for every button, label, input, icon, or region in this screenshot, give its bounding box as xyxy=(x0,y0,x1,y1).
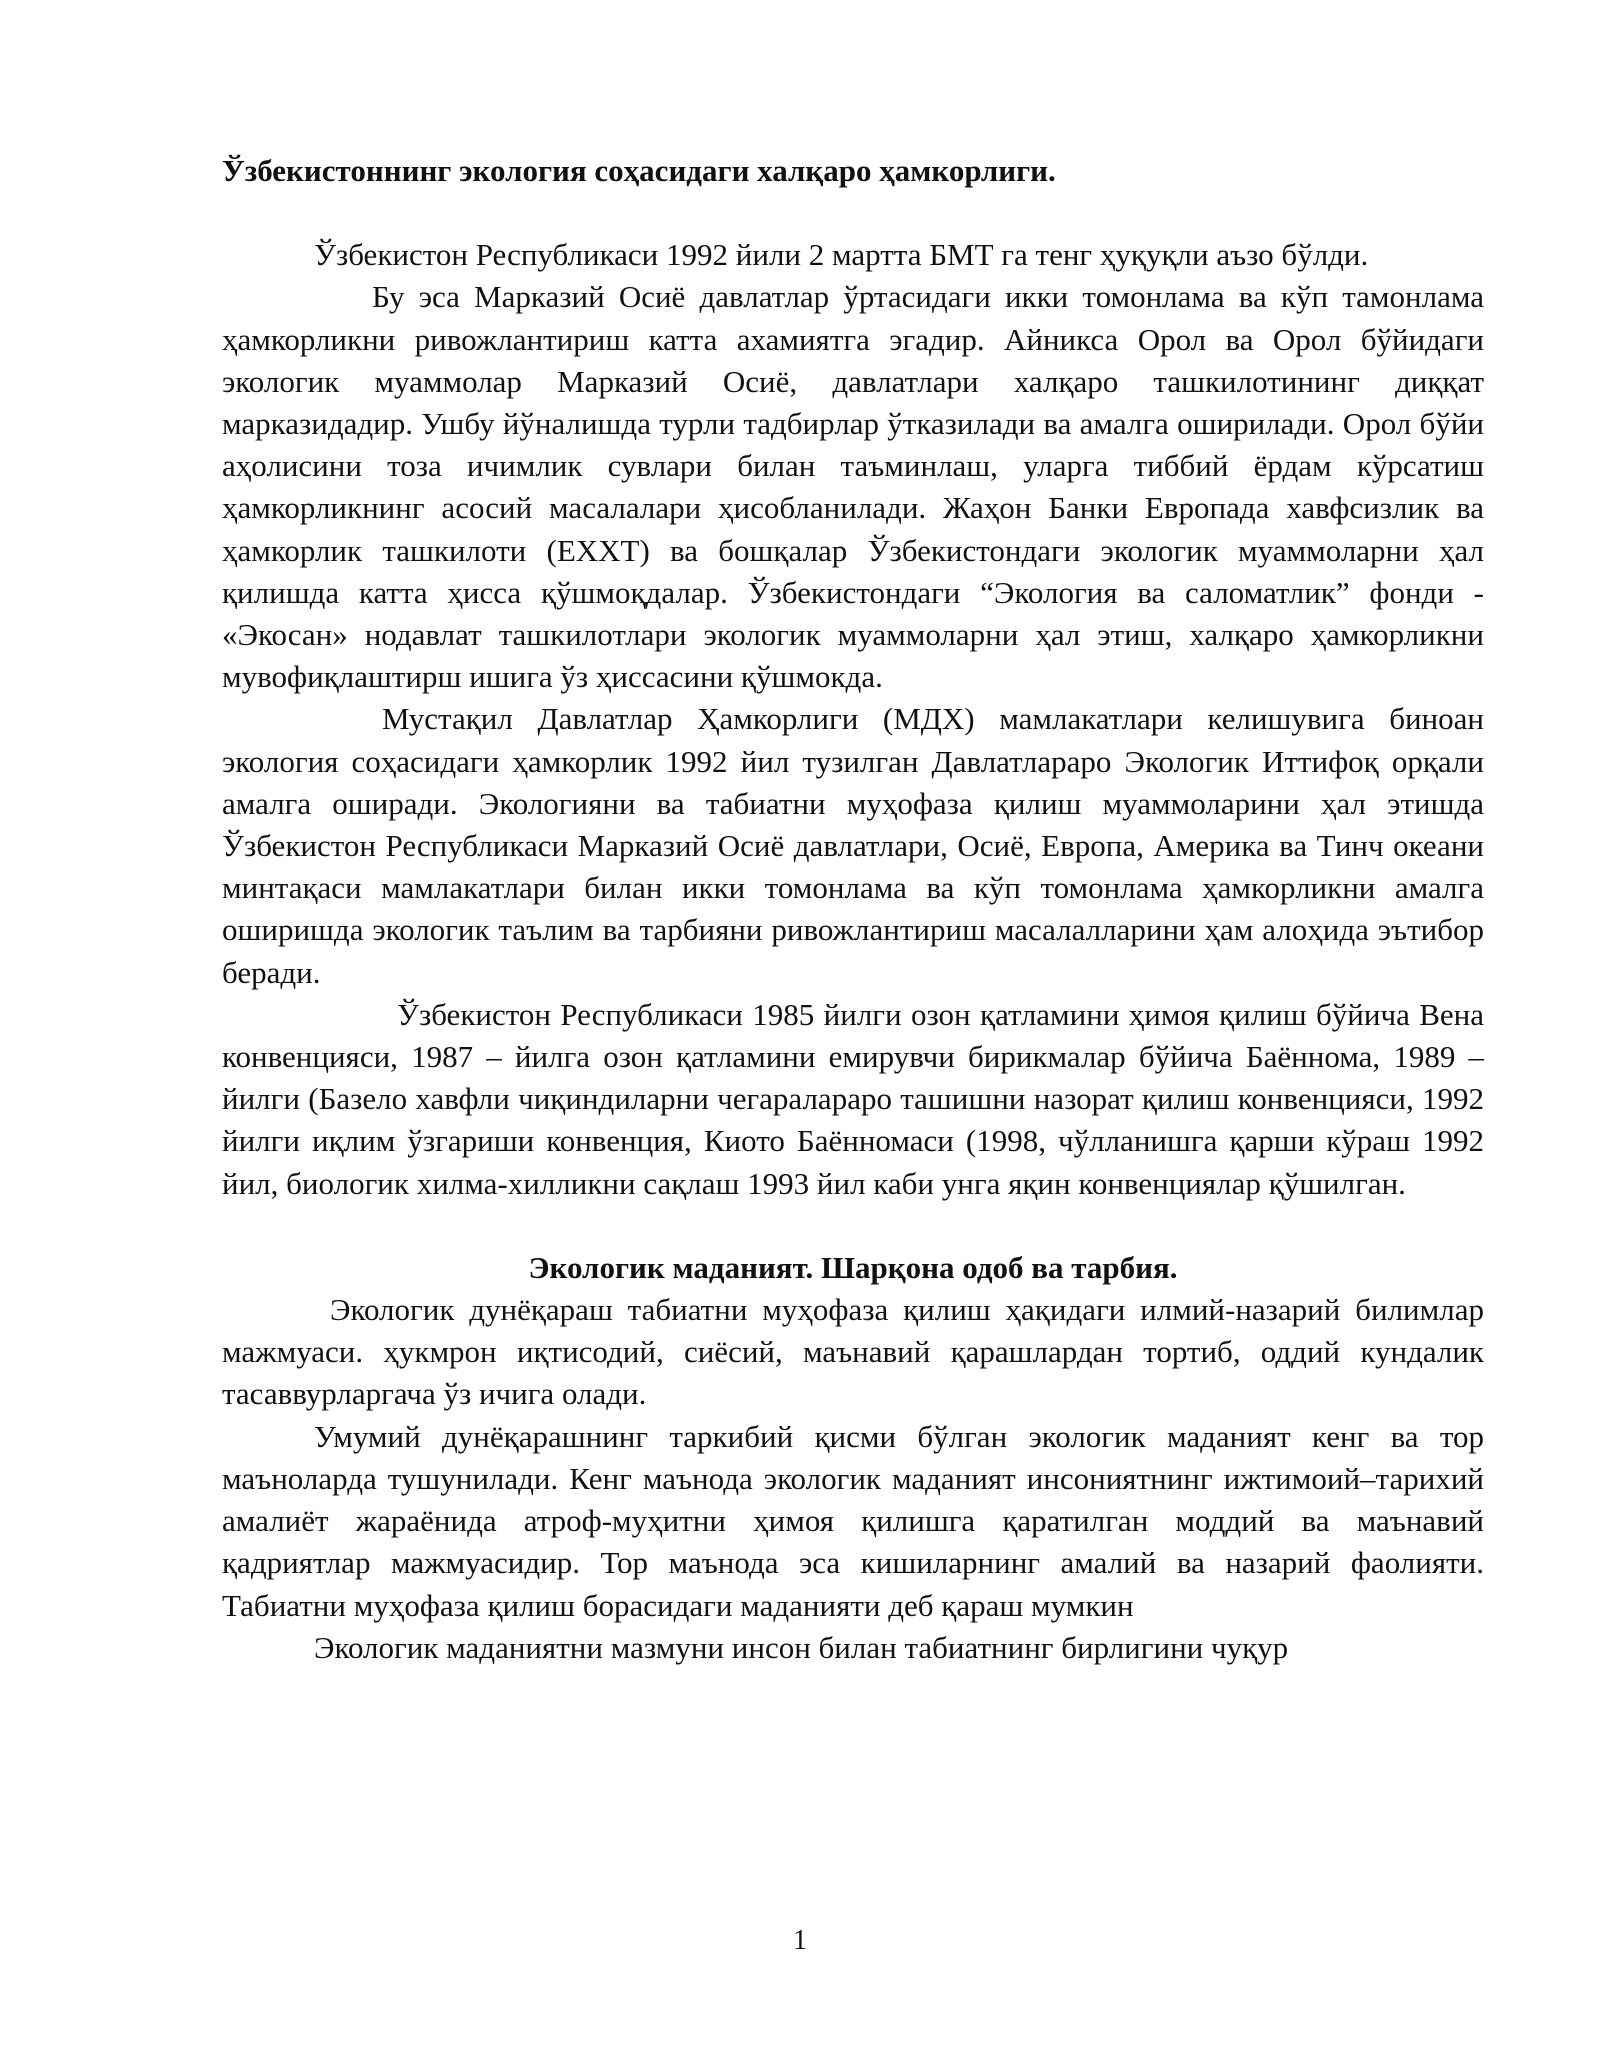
paragraph-central-asia-cooperation: Бу эса Марказий Осиё давлатлар ўртасидаги икки томонлама ва кўп тамонлама ҳамкорликни ривожлантириш катта ахамиятга эгадир. Айникса Орол ва Орол бўйидаги экологик муаммолар Марказий Осиё, давлатлари халқаро ташкилотининг диққат марказидадир. Ушбу йўналишда турли тадбирлар ўтказилади ва амалга оширилади. Орол бўйи аҳолисини тоза ичимлик сувлари билан таъминлаш, уларга тиббий ёрдам кўрсатиш ҳамкорликнинг асосий масалалари ҳисобланилади. Жаҳон Банки Европада хавфсизлик ва ҳамкорлик ташкилоти (ЕХХТ) ва бошқалар Ўзбекистондаги экологик муаммоларни ҳал қилишда катта ҳисса қўшмоқдалар. Ўзбекистондаги “Экология ва саломатлик” фонди - «Экосан» нодавлат ташкилотлари экологик муаммоларни ҳал этиш, халқаро ҳамкорликни мувофиқлаштирш ишига ўз ҳиссасини қўшмокда. xyxy=(222,279,1484,695)
blank-line xyxy=(222,1205,1484,1247)
blank-line xyxy=(222,192,1484,234)
paragraph-un-membership: Ўзбекистон Республикаси 1992 йили 2 мартта БМТ га тенг ҳуқуқли аъзо бўлди. xyxy=(314,237,1369,273)
document-title: Ўзбекистоннинг экология соҳасидаги халқаро ҳамкорлиги. xyxy=(222,153,1056,188)
paragraph-culture-content: Экологик маданиятни мазмуни инсон билан табиатнинг бирлигини чуқур xyxy=(314,1629,1289,1665)
document-page xyxy=(222,150,1484,1669)
paragraph-ecological-worldview: Экологик дунёқараш табиатни муҳофаза қилиш ҳақидаги илмий-назарий билимлар мажмуаси. ҳукмрон иқтисодий, сиёсий, маънавий қарашлардан тортиб, оддий кундалик тасаввурларгача ўз ичига олади. xyxy=(222,1292,1484,1412)
page-number: 1 xyxy=(793,1925,807,1956)
paragraph-conventions: Ўзбекистон Республикаси 1985 йилги озон қатламини ҳимоя қилиш бўйича Вена конвенцияси, 1987 – йилга озон қатламини емирувчи бирикмалар бўйича Баённома, 1989 –йилги (Базело хавфли чиқиндиларни чегаралараро ташишни назорат қилиш конвенцияси, 1992 йилги иқлим ўзгариши конвенция, Киото Баённомаси (1998, чўлланишга қарши кўраш 1992 йил, биологик хилма-хилликни сақлаш 1993 йил каби унга яқин конвенциялар қўшилган. xyxy=(222,996,1484,1201)
paragraph-ecological-culture: Умумий дунёқарашнинг таркибий қисми бўлган экологик маданият кенг ва тор маъноларда тушунилади. Кенг маънода экологик маданият инсониятнинг ижтимоий–тарихий амалиёт жараёнида атроф-муҳитни ҳимоя қилишга қаратилган моддий ва маънавий қадриятлар мажмуасидир. Тор маънода эса кишиларнинг амалий ва назарий фаолияти. Табиатни муҳофаза қилиш борасидаги маданияти деб қараш мумкин xyxy=(222,1418,1484,1623)
paragraph-cis-cooperation: Мустақил Давлатлар Ҳамкорлиги (МДХ) мамлакатлари келишувига биноан экология соҳасидаги ҳамкорлик 1992 йил тузилган Давлатлараро Экологик Иттифоқ орқали амалга оширади. Экологияни ва табиатни муҳофаза қилиш муаммоларини ҳал этишда Ўзбекистон Республикаси Марказий Осиё давлатлари, Осиё, Европа, Америка ва Тинч океани минтақаси мамлакатлари билан икки томонлама ва кўп томонлама ҳамкорликни амалга оширишда экологик таълим ва тарбияни ривожлантириш масалалларини ҳам алоҳида эътибор беради. xyxy=(222,701,1484,990)
section-subtitle: Экологик маданият. Шарқона одоб ва тарбия. xyxy=(528,1249,1178,1285)
